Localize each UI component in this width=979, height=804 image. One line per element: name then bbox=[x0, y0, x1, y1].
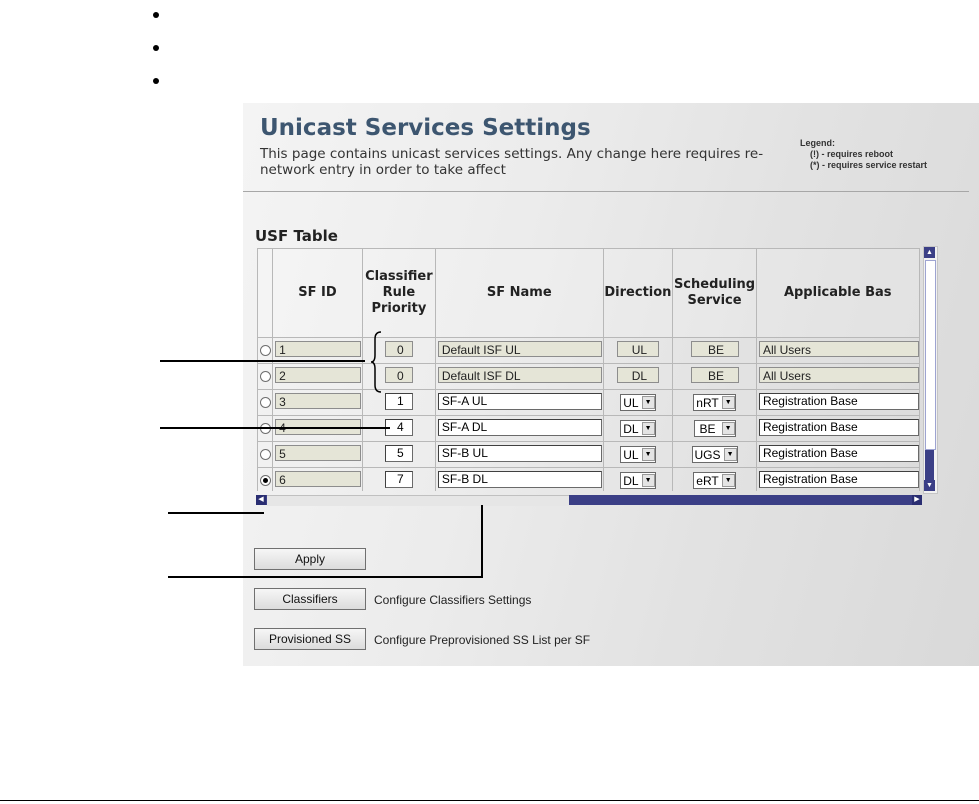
horizontal-scroll-thumb[interactable] bbox=[267, 495, 569, 506]
page-description: This page contains unicast services settings. Any change here requires re-network entry in order to take affect bbox=[260, 146, 764, 178]
applicable-field: All Users bbox=[759, 367, 919, 383]
sf-id-field: 3 bbox=[275, 393, 361, 409]
col-sf-id: SF ID bbox=[273, 249, 363, 338]
chevron-down-icon: ▼ bbox=[642, 422, 655, 435]
sf-name-field: Default ISF DL bbox=[438, 367, 602, 383]
direction-select[interactable] bbox=[620, 420, 655, 437]
classifiers-description: Configure Classifiers Settings bbox=[374, 593, 532, 607]
direction-select[interactable] bbox=[620, 394, 655, 411]
sf-name-field: Default ISF UL bbox=[438, 341, 602, 357]
col-priority: Classifier Rule Priority bbox=[362, 249, 435, 338]
applicable-input[interactable]: Registration Base bbox=[759, 419, 919, 436]
chevron-down-icon: ▼ bbox=[642, 448, 655, 461]
direction-value: DL bbox=[623, 473, 639, 488]
col-scheduling: Scheduling Service bbox=[673, 249, 757, 338]
priority-field: 0 bbox=[385, 341, 413, 357]
priority-input[interactable]: 5 bbox=[385, 445, 413, 462]
chevron-down-icon: ▼ bbox=[642, 396, 655, 409]
row-radio[interactable] bbox=[260, 449, 271, 460]
legend-reboot: (!) - requires reboot bbox=[810, 149, 894, 159]
scroll-down-icon[interactable]: ▼ bbox=[924, 480, 935, 491]
applicable-input[interactable]: Registration Base bbox=[759, 393, 919, 410]
scheduling-value: BE bbox=[699, 421, 716, 436]
vertical-scroll-track[interactable] bbox=[925, 450, 934, 480]
vertical-scrollbar[interactable] bbox=[923, 246, 938, 494]
direction-value: DL bbox=[623, 421, 639, 436]
sf-id-field: 1 bbox=[275, 341, 361, 357]
provisioned-ss-description: Configure Preprovisioned SS List per SF bbox=[374, 633, 591, 647]
col-applicable: Applicable Bas bbox=[756, 249, 919, 338]
table-row bbox=[258, 442, 920, 468]
scheduling-select[interactable] bbox=[692, 446, 738, 463]
priority-input[interactable]: 4 bbox=[385, 419, 413, 436]
callout-line bbox=[168, 512, 264, 514]
sf-name-input[interactable]: SF-A UL bbox=[438, 393, 602, 410]
usf-table bbox=[257, 248, 920, 491]
col-select bbox=[258, 249, 273, 338]
bullet-icon bbox=[153, 12, 159, 18]
sf-id-field: 5 bbox=[275, 445, 361, 461]
callout-line bbox=[168, 576, 483, 578]
priority-field: 0 bbox=[385, 367, 413, 383]
scheduling-value: eRT bbox=[696, 473, 719, 488]
brace-icon bbox=[371, 331, 383, 393]
scheduling-select[interactable] bbox=[694, 420, 736, 437]
direction-select[interactable] bbox=[620, 446, 655, 463]
chevron-down-icon: ▼ bbox=[642, 474, 655, 487]
sf-name-input[interactable]: SF-A DL bbox=[438, 419, 602, 436]
page-title: Unicast Services Settings bbox=[260, 115, 591, 141]
footer-rule bbox=[0, 800, 979, 801]
applicable-input[interactable]: Registration Base bbox=[759, 471, 919, 488]
row-radio-selected[interactable] bbox=[260, 475, 271, 486]
sf-name-input[interactable]: SF-B DL bbox=[438, 471, 602, 488]
bullet-icon bbox=[153, 45, 159, 51]
applicable-field: All Users bbox=[759, 341, 919, 357]
scroll-right-icon[interactable]: ▶ bbox=[912, 495, 922, 505]
row-radio[interactable] bbox=[260, 397, 271, 408]
row-radio[interactable] bbox=[260, 345, 271, 356]
chevron-down-icon: ▼ bbox=[722, 396, 735, 409]
provisioned-ss-button[interactable]: Provisioned SS bbox=[254, 628, 366, 650]
priority-input[interactable]: 7 bbox=[385, 471, 413, 488]
scheduling-value: nRT bbox=[696, 395, 719, 410]
unicast-settings-panel bbox=[243, 103, 979, 666]
table-row bbox=[258, 390, 920, 416]
callout-line bbox=[160, 427, 390, 429]
scheduling-value: UGS bbox=[694, 447, 721, 462]
sf-name-input[interactable]: SF-B UL bbox=[438, 445, 602, 462]
horizontal-scrollbar[interactable] bbox=[256, 495, 922, 505]
scroll-up-icon[interactable]: ▲ bbox=[924, 247, 935, 258]
chevron-down-icon: ▼ bbox=[722, 422, 735, 435]
table-row bbox=[258, 364, 920, 390]
row-radio[interactable] bbox=[260, 371, 271, 382]
col-sf-name: SF Name bbox=[435, 249, 603, 338]
direction-field: UL bbox=[617, 341, 659, 357]
applicable-input[interactable]: Registration Base bbox=[759, 445, 919, 462]
col-direction: Direction bbox=[603, 249, 672, 338]
direction-select[interactable] bbox=[620, 472, 655, 489]
scheduling-select[interactable] bbox=[693, 472, 735, 489]
legend-heading: Legend: bbox=[800, 138, 835, 148]
direction-value: UL bbox=[623, 447, 639, 462]
callout-line bbox=[160, 360, 365, 362]
direction-value: UL bbox=[623, 395, 639, 410]
usf-table-viewport[interactable] bbox=[257, 248, 920, 491]
scheduling-field: BE bbox=[691, 367, 739, 383]
classifiers-button[interactable]: Classifiers bbox=[254, 588, 366, 610]
callout-line bbox=[481, 505, 483, 578]
apply-button[interactable]: Apply bbox=[254, 548, 366, 570]
scroll-left-icon[interactable]: ◀ bbox=[256, 495, 266, 505]
usf-table-title: USF Table bbox=[255, 227, 338, 245]
chevron-down-icon: ▼ bbox=[724, 448, 737, 461]
sf-id-field: 2 bbox=[275, 367, 361, 383]
divider bbox=[243, 191, 969, 192]
vertical-scroll-thumb[interactable] bbox=[925, 260, 936, 450]
scheduling-field: BE bbox=[691, 341, 739, 357]
bullet-icon bbox=[153, 78, 159, 84]
sf-id-field: 6 bbox=[275, 471, 361, 487]
scheduling-select[interactable] bbox=[693, 394, 735, 411]
table-row bbox=[258, 468, 920, 492]
priority-input[interactable]: 1 bbox=[385, 393, 413, 410]
chevron-down-icon: ▼ bbox=[722, 474, 735, 487]
direction-field: DL bbox=[617, 367, 659, 383]
legend-restart: (*) - requires service restart bbox=[810, 160, 928, 170]
legend bbox=[800, 138, 927, 171]
table-header-row bbox=[258, 249, 920, 338]
